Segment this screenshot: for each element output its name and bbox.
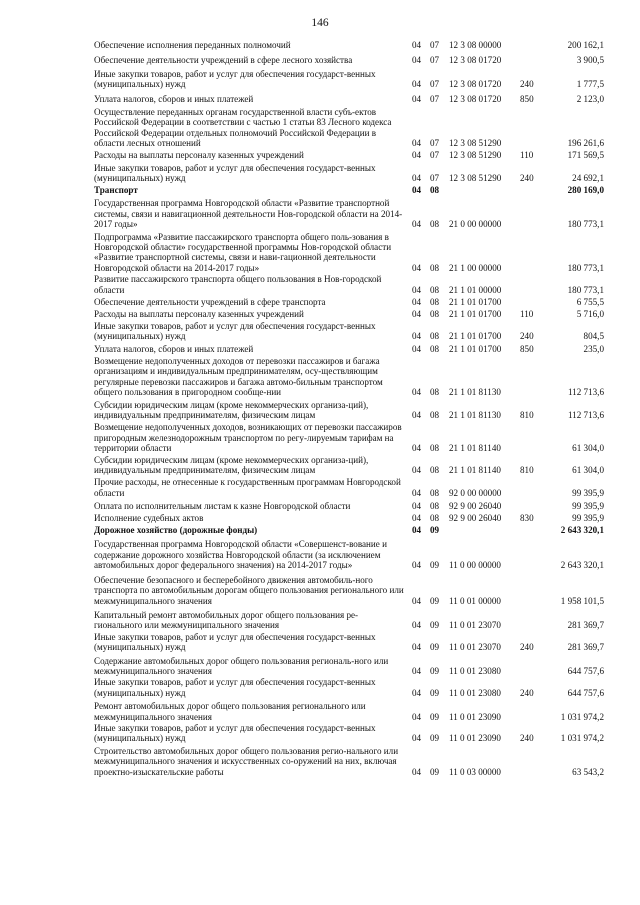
row-amount: 61 304,0 [572, 465, 604, 476]
row-section: 04 [412, 665, 422, 676]
row-section: 04 [412, 343, 422, 354]
row-expense-type: 240 [520, 331, 534, 342]
row-name: Исполнение судебных актов [94, 512, 204, 523]
row-amount: 171 569,5 [567, 149, 604, 160]
table-row [0, 723, 640, 744]
table-row [0, 107, 640, 149]
row-amount: 24 692,1 [572, 173, 604, 184]
row-amount: 281 369,7 [567, 620, 604, 631]
row-target-article: 21 1 01 01700 [449, 331, 502, 342]
row-section: 04 [412, 620, 422, 631]
table-row [0, 513, 640, 523]
row-section: 04 [412, 687, 422, 698]
row-amount: 99 395,9 [572, 512, 604, 523]
row-amount: 2 123,0 [576, 93, 604, 104]
row-subsection: 08 [430, 284, 440, 295]
row-target-article: 12 3 08 00000 [449, 40, 502, 50]
row-amount: 99 395,9 [572, 501, 604, 512]
row-amount: 180 773,1 [567, 219, 604, 230]
row-amount: 200 162,1 [567, 40, 604, 50]
row-section: 04 [412, 93, 422, 104]
row-name: Иные закупки товаров, работ и услуг для обеспечения государст-венных (муниципальных) нужд [94, 677, 376, 698]
row-amount: 3 900,5 [576, 55, 604, 66]
row-name: Прочие расходы, не отнесенные к государственным программам Новгородской области [94, 477, 401, 498]
table-row [0, 539, 640, 570]
row-amount: 1 777,5 [576, 79, 604, 90]
row-amount: 2 643 320,1 [560, 560, 604, 571]
row-subsection: 09 [430, 595, 440, 606]
table-row [0, 632, 640, 653]
row-section: 04 [412, 465, 422, 476]
row-target-article: 11 0 01 00000 [449, 595, 501, 606]
table-row [0, 94, 640, 104]
row-subsection: 07 [430, 55, 440, 66]
table-row [0, 69, 640, 90]
row-expense-type: 110 [520, 149, 534, 160]
row-name: Иные закупки товаров, работ и услуг для обеспечения государст-венных (муниципальных) нужд [94, 631, 376, 653]
row-target-article: 21 1 01 81130 [449, 410, 501, 420]
row-section: 04 [412, 173, 422, 184]
row-subsection: 07 [430, 40, 440, 50]
row-section: 04 [412, 642, 422, 653]
row-amount: 112 713,6 [567, 387, 604, 398]
row-section: 04 [412, 443, 422, 454]
row-section: 04 [412, 184, 422, 195]
row-subsection: 08 [430, 410, 440, 420]
row-amount: 1 031 974,2 [560, 733, 604, 744]
row-name: Капитальный ремонт автомобильных дорог общего пользования ре-гионального или межмуниципального значения [94, 609, 359, 631]
table-row [0, 40, 640, 50]
row-name: Возмещение недополученных доходов от перевозки пассажиров и багажа организациям и индивидуальным предпринимателям, осу-ществляющим регулярные перевозки пассажиров и багажа автомо-бильным транспортом общего пользования в пригородном сообще-нии [94, 355, 383, 398]
row-amount: 281 369,7 [567, 642, 604, 653]
row-target-article: 21 0 00 00000 [449, 219, 502, 230]
row-subsection: 09 [430, 560, 440, 571]
row-subsection: 08 [430, 512, 440, 523]
row-expense-type: 830 [520, 512, 534, 523]
row-section: 04 [412, 487, 422, 498]
table-row [0, 656, 640, 677]
table-row [0, 477, 640, 498]
row-subsection: 08 [430, 296, 440, 307]
row-target-article: 12 3 08 01720 [449, 55, 502, 66]
row-subsection: 08 [430, 309, 440, 320]
row-section: 04 [412, 512, 422, 523]
row-name: Обеспечение деятельности учреждений в сфере транспорта [94, 296, 326, 307]
row-expense-type: 810 [520, 465, 534, 476]
row-name: Иные закупки товаров, работ и услуг для обеспечения государст-венных (муниципальных) нужд [94, 320, 376, 342]
row-amount: 2 643 320,1 [560, 525, 604, 536]
row-subsection: 08 [430, 465, 440, 476]
table-row [0, 309, 640, 319]
row-name: Транспорт [94, 184, 138, 195]
row-target-article: 12 3 08 51290 [449, 173, 502, 184]
row-subsection: 09 [430, 733, 440, 744]
row-expense-type: 110 [520, 309, 534, 320]
table-row [0, 344, 640, 354]
table-row [0, 185, 640, 195]
row-amount: 180 773,1 [567, 284, 604, 295]
row-target-article: 12 3 08 51290 [449, 138, 502, 149]
row-subsection: 07 [430, 149, 440, 160]
row-name: Обеспечение безопасного и бесперебойного движения автомобиль-ного транспорта по автомобильным дорогам общего пользования регионального или межмуниципального значения [94, 574, 404, 606]
table-row [0, 55, 640, 65]
row-subsection: 08 [430, 501, 440, 512]
row-name: Иные закупки товаров, работ и услуг для обеспечения государст-венных (муниципальных) нужд [94, 68, 376, 90]
row-amount: 180 773,1 [567, 262, 604, 273]
row-subsection: 08 [430, 343, 440, 354]
row-subsection: 09 [430, 665, 440, 676]
row-target-article: 92 9 00 26040 [449, 501, 502, 512]
row-subsection: 09 [430, 642, 440, 653]
row-target-article: 21 1 01 81140 [449, 443, 501, 454]
row-amount: 6 755,5 [576, 296, 604, 307]
row-amount: 112 713,6 [567, 410, 604, 420]
row-amount: 99 395,9 [572, 487, 604, 498]
page-number: 146 [311, 17, 329, 29]
row-target-article: 21 1 01 81140 [449, 465, 501, 476]
row-name: Осуществление переданных органам государственной власти субъ-ектов Российской Федерации в соответствии с частью 1 статьи 83 Лесного кодекса Российской Федерации отдельных полномочий Российской Федерации в области лесных отношений [94, 107, 392, 149]
row-name: Ремонт автомобильных дорог общего пользования регионального или межмуниципального значения [94, 701, 366, 722]
row-name: Развитие пассажирского транспорта общего пользования в Нов-городской области [94, 274, 382, 295]
row-section: 04 [412, 766, 422, 777]
row-subsection: 08 [430, 331, 440, 342]
row-target-article: 92 0 00 00000 [449, 487, 502, 498]
table-row [0, 198, 640, 229]
row-expense-type: 240 [520, 79, 534, 90]
row-section: 04 [412, 149, 422, 160]
row-target-article: 21 1 01 01700 [449, 309, 502, 320]
table-row [0, 274, 640, 295]
table-row [0, 232, 640, 274]
row-subsection: 09 [430, 620, 440, 631]
row-section: 04 [412, 410, 422, 420]
row-name: Уплата налогов, сборов и иных платежей [94, 93, 254, 104]
row-amount: 196 261,6 [567, 138, 604, 149]
row-section: 04 [412, 79, 422, 90]
row-expense-type: 850 [520, 343, 534, 354]
row-target-article: 21 1 01 81130 [449, 387, 501, 398]
row-amount: 1 958 101,5 [560, 595, 604, 606]
table-row [0, 400, 640, 421]
table-row [0, 746, 640, 777]
row-section: 04 [412, 595, 422, 606]
row-name: Обеспечение деятельности учреждений в сфере лесного хозяйства [94, 55, 353, 66]
row-target-article: 21 1 01 00000 [449, 284, 502, 295]
row-section: 04 [412, 733, 422, 744]
table-row [0, 455, 640, 476]
row-subsection: 09 [430, 711, 440, 722]
row-amount: 61 304,0 [572, 443, 604, 454]
row-section: 04 [412, 525, 422, 536]
row-amount: 1 031 974,2 [560, 711, 604, 722]
row-target-article: 11 0 01 23090 [449, 711, 501, 722]
row-subsection: 09 [430, 766, 440, 777]
row-subsection: 07 [430, 138, 440, 149]
row-target-article: 12 3 08 01720 [449, 93, 502, 104]
row-subsection: 09 [430, 687, 440, 698]
row-section: 04 [412, 219, 422, 230]
row-section: 04 [412, 262, 422, 273]
table-row [0, 677, 640, 698]
row-expense-type: 240 [520, 642, 534, 653]
row-amount: 5 716,0 [576, 309, 604, 320]
row-amount: 63 543,2 [572, 766, 604, 777]
row-target-article: 12 3 08 01720 [449, 79, 502, 90]
row-name: Подпрограмма «Развитие пассажирского транспорта общего поль-зования в Новгородской области» государственной программы Нов-городской области «Развитие транспортной системы, связи и нави-гационной деятельности Новгородской области на 2014-2017 годы» [94, 231, 392, 273]
row-subsection: 08 [430, 262, 440, 273]
table-row [0, 163, 640, 184]
row-name: Государственная программа Новгородской области «Развитие транспортной системы, связи и навигационной деятельности Нов-городской области на 2014-2017 годы» [94, 198, 403, 230]
row-section: 04 [412, 387, 422, 398]
row-section: 04 [412, 55, 422, 66]
budget-table [0, 40, 640, 777]
row-expense-type: 810 [520, 410, 534, 420]
table-row [0, 501, 640, 511]
row-subsection: 08 [430, 387, 440, 398]
table-row [0, 297, 640, 307]
row-target-article: 11 0 03 00000 [449, 766, 501, 777]
row-section: 04 [412, 309, 422, 320]
row-name: Расходы на выплаты персоналу казенных учреждений [94, 149, 304, 160]
row-target-article: 11 0 01 23070 [449, 642, 501, 653]
table-row [0, 422, 640, 453]
row-name: Возмещение недополученных доходов, возникающих от перевозки пассажиров пригородным железнодорожным транспортом по регу-лируемым тарифам на территории области [94, 422, 402, 454]
row-amount: 235,0 [583, 343, 604, 354]
row-section: 04 [412, 560, 422, 571]
row-target-article: 21 1 01 01700 [449, 343, 502, 354]
row-section: 04 [412, 284, 422, 295]
row-target-article: 21 1 01 01700 [449, 296, 502, 307]
row-name: Строительство автомобильных дорог общего пользования регио-нального или межмуниципального значения и искусственных со-оружений на них, включая проектно-изыскательские работы [94, 745, 399, 777]
table-row [0, 701, 640, 722]
row-target-article: 11 0 01 23080 [449, 665, 501, 676]
row-name: Иные закупки товаров, работ и услуг для обеспечения государст-венных (муниципальных) нужд [94, 722, 376, 744]
row-subsection: 08 [430, 219, 440, 230]
row-name: Обеспечение исполнения переданных полномочий [94, 40, 291, 50]
row-amount: 280 169,0 [567, 184, 604, 195]
row-expense-type: 240 [520, 173, 534, 184]
row-expense-type: 850 [520, 93, 534, 104]
row-section: 04 [412, 711, 422, 722]
row-name: Содержание автомобильных дорог общего пользования региональ-ного или межмуниципального значения [94, 655, 389, 676]
row-target-article: 11 0 01 23080 [449, 687, 501, 698]
row-section: 04 [412, 296, 422, 307]
row-name: Государственная программа Новгородской области «Совершенст-вование и содержание дорожного хозяйства Новгородской области (за исключением автомобильных дорог федерального значения) на 2014-2017 годы» [94, 539, 387, 571]
row-subsection: 07 [430, 79, 440, 90]
row-target-article: 21 1 00 00000 [449, 262, 502, 273]
row-subsection: 08 [430, 443, 440, 454]
row-amount: 644 757,6 [567, 665, 604, 676]
row-expense-type: 240 [520, 687, 534, 698]
row-subsection: 09 [430, 525, 440, 536]
row-target-article: 11 0 01 23090 [449, 733, 501, 744]
row-subsection: 08 [430, 487, 440, 498]
row-target-article: 92 9 00 26040 [449, 512, 502, 523]
row-section: 04 [412, 138, 422, 149]
row-name: Субсидии юридическим лицам (кроме некоммерческих организа-ций), индивидуальным предпринимателям, физическим лицам [94, 399, 369, 420]
table-row [0, 356, 640, 398]
row-name: Оплата по исполнительным листам к казне Новгородской области [94, 501, 351, 512]
table-row [0, 150, 640, 160]
row-name: Иные закупки товаров, работ и услуг для обеспечения государст-венных (муниципальных) нужд [94, 163, 376, 184]
row-subsection: 07 [430, 93, 440, 104]
row-target-article: 11 0 01 23070 [449, 620, 501, 631]
row-expense-type: 240 [520, 733, 534, 744]
row-target-article: 12 3 08 51290 [449, 149, 502, 160]
row-name: Уплата налогов, сборов и иных платежей [94, 343, 254, 354]
row-section: 04 [412, 501, 422, 512]
row-name: Дорожное хозяйство (дорожные фонды) [94, 525, 258, 536]
table-row [0, 525, 640, 535]
row-subsection: 07 [430, 173, 440, 184]
row-name: Расходы на выплаты персоналу казенных учреждений [94, 309, 304, 320]
table-row [0, 610, 640, 631]
row-section: 04 [412, 331, 422, 342]
row-name: Субсидии юридическим лицам (кроме некоммерческих организа-ций), индивидуальным предпринимателям, физическим лицам [94, 454, 369, 476]
row-section: 04 [412, 40, 422, 50]
table-row [0, 321, 640, 342]
row-amount: 804,5 [583, 331, 604, 342]
row-target-article: 11 0 00 00000 [449, 560, 501, 571]
table-row [0, 575, 640, 606]
row-amount: 644 757,6 [567, 687, 604, 698]
row-subsection: 08 [430, 184, 440, 195]
